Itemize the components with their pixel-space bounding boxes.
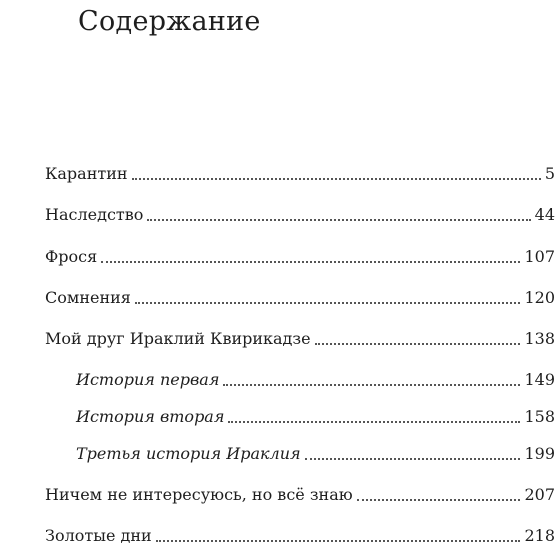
dot-leader [147,219,530,221]
toc-entry[interactable] [0,160,555,184]
toc-subentry-title: Третья история Ираклия [76,444,301,463]
dot-leader [132,178,541,180]
toc-entry[interactable] [0,284,555,308]
toc-subentry-page: 149 [524,370,555,389]
toc-entry-title: Фрося [45,247,98,266]
dot-leader [156,540,521,542]
dot-leader [357,499,521,501]
toc-subentry[interactable] [0,403,555,427]
toc-entry[interactable] [0,243,555,267]
toc-entry-page: 138 [524,329,555,348]
toc-entry-title: Ничем не интересуюсь, но всё знаю [45,485,353,504]
dot-leader [315,343,521,345]
dot-leader [135,302,521,304]
toc-entry[interactable] [0,201,555,225]
toc-subentry-title: История вторая [76,407,225,426]
toc-entry-title: Наследство [45,205,144,224]
toc-entry-page: 207 [524,485,555,504]
toc-entry-title: Мой друг Ираклий Квирикадзе [45,329,311,348]
toc-entry-page: 218 [524,526,555,545]
dot-leader [101,261,520,263]
toc-subentry[interactable] [0,440,555,464]
toc-entry[interactable] [0,481,555,505]
toc-entry-title: Сомнения [45,288,131,307]
toc-subentry[interactable] [0,366,555,390]
toc-entry-title: Золотые дни [45,526,152,545]
page-title: Содержание [78,6,261,37]
toc-entry-page: 107 [524,247,555,266]
toc-entry-page: 44 [534,205,555,224]
dot-leader [228,421,520,423]
dot-leader [223,384,520,386]
toc-subentry-page: 199 [524,444,555,463]
toc-entry-page: 5 [544,164,555,183]
toc-entry-title: Карантин [45,164,128,183]
toc-subentry-title: История первая [76,370,220,389]
toc-entry[interactable] [0,325,555,349]
toc-entry-page: 120 [524,288,555,307]
toc-entry[interactable] [0,522,555,546]
toc-subentry-page: 158 [524,407,555,426]
dot-leader [305,458,521,460]
